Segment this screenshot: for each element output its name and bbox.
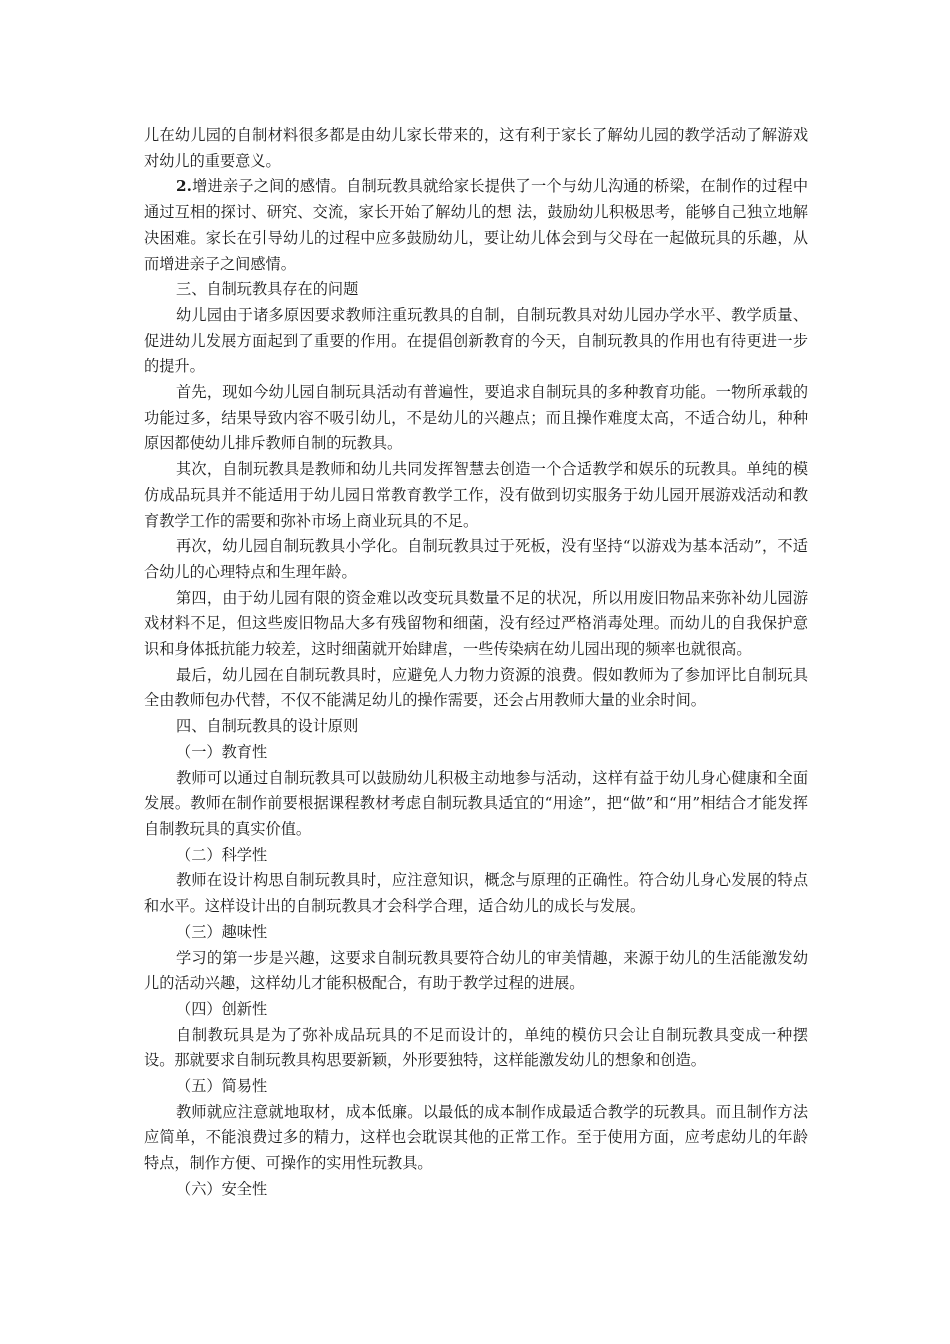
paragraph: 幼儿园由于诸多原因要求教师注重玩教具的自制，自制玩教具对幼儿园办学水平、教学质量、促进幼儿发展方面起到了重要的作用。在提倡创新教育的今天，自制玩教具的作用也有待更进一步的提升。 xyxy=(144,305,808,376)
subsection-heading: （二）科学性 xyxy=(176,845,268,864)
paragraph-numbered-2 xyxy=(144,174,808,277)
list-number: 2. xyxy=(176,177,192,196)
paragraph: 再次，幼儿园自制玩教具小学化。自制玩教具过于死板，没有坚持“以游戏为基本活动”，不适合幼儿的心理特点和生理年龄。 xyxy=(144,537,808,581)
subsection-heading: （六）安全性 xyxy=(176,1179,268,1198)
paragraph: 第四，由于幼儿园有限的资金难以改变玩具数量不足的状况，所以用废旧物品来弥补幼儿园游戏材料不足，但这些废旧物品大多有残留物和细菌，没有经过严格消毒处理。而幼儿的自我保护意识和身体抵抗能力较差，这时细菌就开始肆虐，一些传染病在幼儿园出现的频率也就很高。 xyxy=(144,588,808,659)
paragraph-text: 增进亲子之间的感情。自制玩教具就给家长提供了一个与幼儿沟通的桥梁，在制作的过程中通过互相的探讨、研究、交流，家长开始了解幼儿的想 法，鼓励幼儿积极思考，能够自己独立地解决困难。家长在引导幼儿的过程中应多鼓励幼儿，要让幼儿体会到与父母在一起做玩具的乐趣，从而增进亲子之间感情。 xyxy=(144,177,808,273)
subsection-heading: （五）简易性 xyxy=(176,1077,268,1096)
document-body xyxy=(144,123,808,1203)
paragraph: 教师可以通过自制玩教具可以鼓励幼儿积极主动地参与活动，这样有益于幼儿身心健康和全面发展。教师在制作前要根据课程教材考虑自制玩教具适宜的“用途”，把“做”和“用”相结合才能发挥自制教玩具的真实价值。 xyxy=(144,768,808,838)
paragraph-intro-continuation: 儿在幼儿园的自制材料很多都是由幼儿家长带来的，这有利于家长了解幼儿园的教学活动了解游戏对幼儿的重要意义。 xyxy=(144,126,808,170)
section-heading-3: 三、自制玩教具存在的问题 xyxy=(176,280,359,299)
paragraph: 自制教玩具是为了弥补成品玩具的不足而设计的，单纯的模仿只会让自制玩教具变成一种摆设。那就要求自制玩教具构思要新颖，外形要独特，这样能激发幼儿的想象和创造。 xyxy=(144,1025,808,1070)
paragraph: 教师就应注意就地取材，成本低廉。以最低的成本制作成最适合教学的玩教具。而且制作方法应简单，不能浪费过多的精力，这样也会耽误其他的正常工作。至于使用方面，应考虑幼儿的年龄特点，制作方便、可操作的实用性玩教具。 xyxy=(144,1102,808,1173)
subsection-heading: （三）趣味性 xyxy=(176,922,268,941)
paragraph: 首先，现如今幼儿园自制玩具活动有普遍性，要追求自制玩具的多种教育功能。一物所承载的功能过多，结果导致内容不吸引幼儿，不是幼儿的兴趣点；而且操作难度太高，不适合幼儿，种种原因都使幼儿排斥教师自制的玩教具。 xyxy=(144,383,808,453)
subsection-heading: （一）教育性 xyxy=(176,742,268,761)
section-heading-4: 四、自制玩教具的设计原则 xyxy=(176,717,359,736)
paragraph: 学习的第一步是兴趣，这要求自制玩教具要符合幼儿的审美情趣，来源于幼儿的生活能激发幼儿的活动兴趣，这样幼儿才能积极配合，有助于教学过程的进展。 xyxy=(144,948,808,993)
paragraph: 最后，幼儿园在自制玩教具时，应避免人力物力资源的浪费。假如教师为了参加评比自制玩具全由教师包办代替，不仅不能满足幼儿的操作需要，还会占用教师大量的业余时间。 xyxy=(144,665,808,710)
paragraph: 教师在设计构思自制玩教具时，应注意知识，概念与原理的正确性。符合幼儿身心发展的特点和水平。这样设计出的自制玩教具才会科学合理，适合幼儿的成长与发展。 xyxy=(144,871,808,916)
subsection-heading: （四）创新性 xyxy=(176,999,268,1018)
paragraph: 其次，自制玩教具是教师和幼儿共同发挥智慧去创造一个合适教学和娱乐的玩教具。单纯的模仿成品玩具并不能适用于幼儿园日常教育教学工作，没有做到切实服务于幼儿园开展游戏活动和教育教学工作的需要和弥补市场上商业玩具的不足。 xyxy=(144,460,808,530)
